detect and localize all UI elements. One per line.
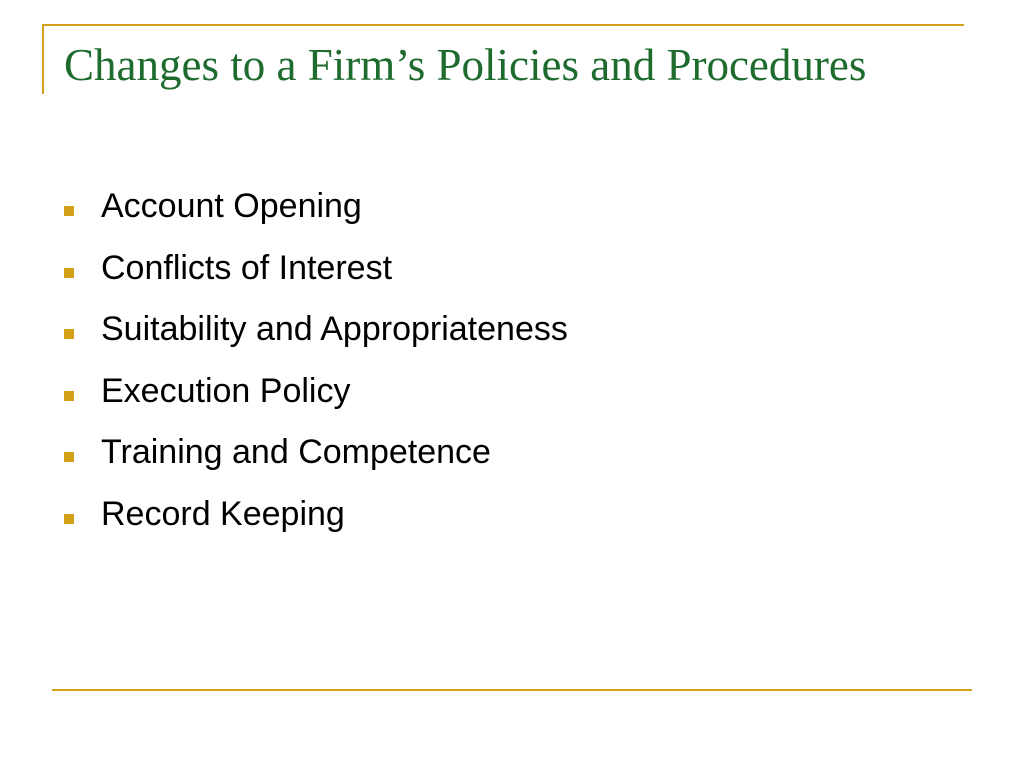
top-rule	[42, 24, 964, 26]
slide-title: Changes to a Firm’s Policies and Procedures	[64, 40, 867, 90]
bullet-item	[64, 309, 568, 371]
square-bullet-icon	[64, 452, 74, 462]
bullet-text: Execution Policy	[101, 371, 351, 410]
square-bullet-icon	[64, 329, 74, 339]
bullet-text: Conflicts of Interest	[101, 248, 393, 287]
square-bullet-icon	[64, 514, 74, 524]
bullet-text: Account Opening	[101, 187, 362, 225]
square-bullet-icon	[64, 268, 74, 278]
bullet-text: Training and Competence	[101, 433, 491, 472]
bottom-rule	[52, 689, 972, 691]
bullet-item	[64, 432, 568, 494]
bullet-item	[64, 494, 568, 556]
bullet-item	[64, 186, 568, 248]
bullet-text: Record Keeping	[101, 494, 345, 533]
bullet-list	[64, 186, 568, 556]
bullet-item	[64, 248, 568, 310]
square-bullet-icon	[64, 206, 74, 216]
bullet-text: Suitability and Appropriateness	[101, 310, 568, 349]
square-bullet-icon	[64, 391, 74, 401]
left-rule	[42, 24, 44, 94]
bullet-item	[64, 371, 568, 433]
